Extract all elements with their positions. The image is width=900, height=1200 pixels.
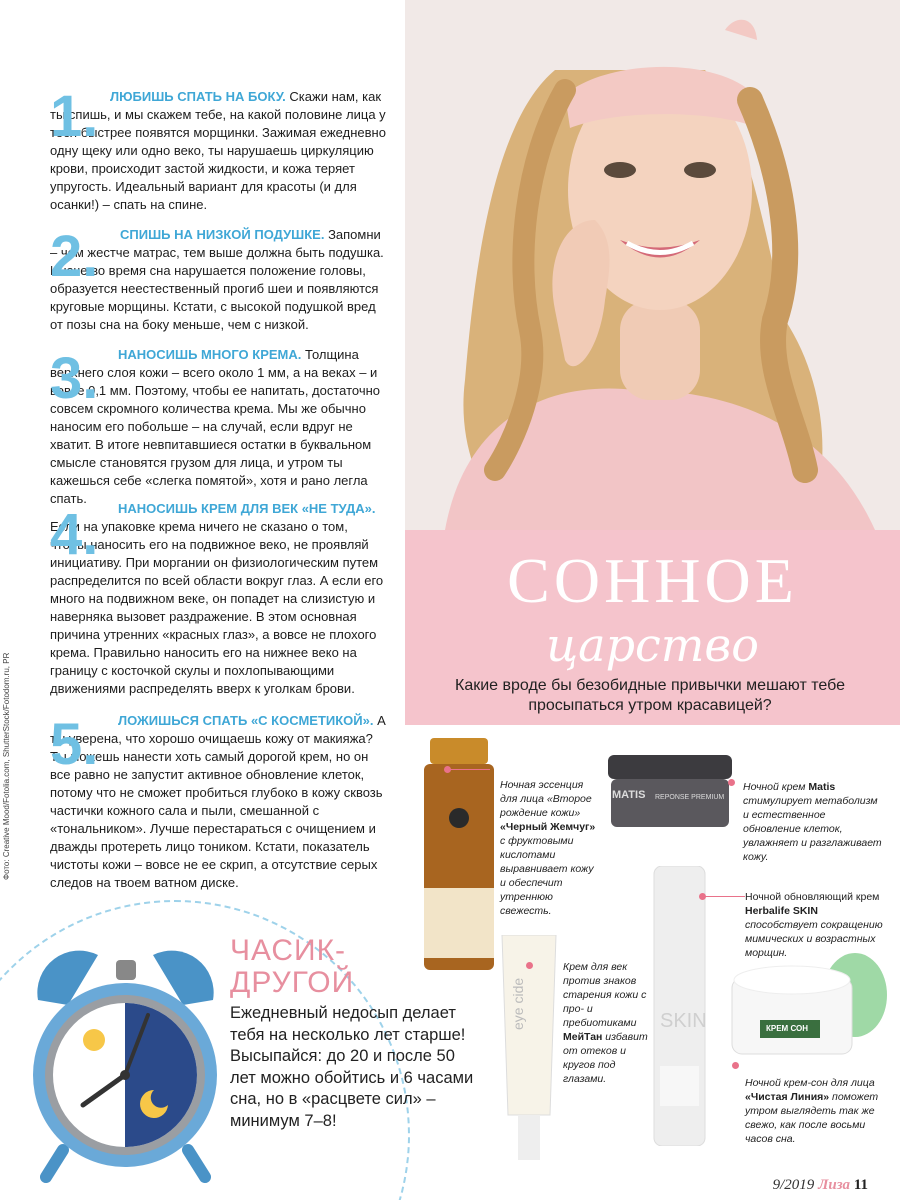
- product-connector-line: [450, 769, 490, 770]
- caption-brand: Herbalife SKIN: [745, 905, 818, 917]
- tip-3: [50, 346, 386, 508]
- product-marker: [732, 1062, 739, 1069]
- tip-number: 4.: [50, 502, 99, 567]
- tip-title: НАНОСИШЬ МНОГО КРЕМА.: [118, 347, 302, 362]
- caption-text: Ночной обновляющий крем: [745, 891, 880, 903]
- eye-cream-caption: [563, 960, 658, 1086]
- chistaya-caption: [745, 1076, 890, 1146]
- tip-2: [50, 226, 386, 334]
- tip-title: ЛЮБИШЬ СПАТЬ НА БОКУ.: [110, 89, 286, 104]
- article-lead: Какие вроде бы безобидные привычки мешают тебе просыпаться утром красавицей?: [455, 677, 845, 714]
- clock-title-line-1: ЧАСИК-: [230, 934, 347, 967]
- tip-4: [50, 500, 386, 698]
- eye-cream-label: eye cide: [510, 977, 526, 1030]
- magazine-brand: Лиза: [818, 1177, 851, 1193]
- caption-brand: МейТан: [563, 1031, 603, 1043]
- tip-text: Толщина верхнего слоя кожи – всего около 1 мм, а на веках – и вовсе 0,1 мм. Поэтому, чтобы ее напитать, достаточно совсем скромного количества крема. Мы же обычно наносим его побольше – на случай, если вдруг не хватит. В итоге невпитавшиеся остатки в буквальном смысле становятся грузом для лица, и утром ты кажешься себе «слегка помятой», хотя и рано легла спать.: [50, 347, 381, 506]
- caption-text: Ночной крем-сон для лица: [745, 1077, 875, 1089]
- tip-text: Если на упаковке крема ничего не сказано о том, чтобы наносить его на подвижное веко, не проявляй инициативу. При моргании он физиологическим путем распределится по всей области вокруг глаз. А если его много на подвижном веке, он попадет на слизистую и наверняка вызовет раздражение. В этом основная причина утренних «красных глаз», а вовсе не плохого крема. Правильно наносить его на нижнее веко на границу с косточкой скулы и похлопывающими движениями распределять вверх к уголкам брови.: [50, 519, 384, 696]
- caption-text: Ночная эссенция для лица «Второе рождение кожи»: [500, 779, 592, 819]
- caption-text: стимулирует метаболизм и естественное обновление клеток, увлажняет и разглаживает кожу.: [743, 795, 882, 863]
- tip-5: [50, 712, 386, 892]
- matis-caption: [743, 780, 883, 864]
- hero-photo: [405, 0, 900, 530]
- caption-brand: «Чистая Линия»: [745, 1091, 830, 1103]
- tip-text: Запомни – чем жестче матрас, тем выше должна быть подушка. Иначе во время сна нарушается положение головы, образуется неестественный прогиб шеи и появляются круговые морщины. Кстати, с высокой подушкой вред от позы сна на боку меньше, чем с низкой.: [50, 227, 384, 332]
- article-subtitle: царство: [546, 618, 759, 672]
- caption-text: способствует сокращению мимических и возрастных морщин.: [745, 919, 883, 959]
- page-footer: [773, 1177, 868, 1194]
- product-marker: [526, 962, 533, 969]
- tip-number: 3.: [50, 346, 99, 411]
- woman-sleep-mask-illustration: [405, 0, 900, 530]
- issue-number: 9/2019: [772, 1177, 815, 1193]
- herbalife-bottle-image: [652, 866, 707, 1146]
- matis-jar-sublabel: REPONSE PREMIUM: [655, 794, 725, 801]
- tip-number: 5.: [50, 712, 99, 777]
- tip-text: А ты уверена, что хорошо очищаешь кожу от макияжа? Ты можешь нанести хоть самый дорогой крем, но он все равно не запустит активное обновление клеток, потому что не сможет пробиться глубоко в кожу сквозь частички кожного сала и пыли, смешанной с «тональником». Лучше перестараться с очищением и дважды протереть лицо тоником. Кстати, показатель чистоты кожи – вовсе не ее скрип, а отсутствие серых следов на твоем ватном диске.: [50, 713, 386, 890]
- chistaya-liniya-jar-image: [730, 950, 892, 1060]
- tip-title: НАНОСИШЬ КРЕМ ДЛЯ ВЕК «НЕ ТУДА».: [118, 501, 376, 516]
- tip-paragraph: [50, 84, 386, 214]
- product-connector-line: [705, 896, 745, 897]
- caption-text: с фруктовыми кислотами выравнивает кожу и обеспечит утреннюю свежесть.: [500, 835, 594, 917]
- page-number: 11: [853, 1177, 868, 1193]
- alarm-clock-icon: [28, 945, 223, 1185]
- tip-1: [50, 84, 386, 214]
- jar-label: КРЕМ СОН: [766, 1024, 809, 1033]
- caption-text: Крем для век против знаков старения кожи с про- и пребиотиками: [563, 961, 647, 1029]
- caption-brand: Matis: [808, 781, 836, 793]
- tip-paragraph: [50, 346, 386, 508]
- tip-title: ЛОЖИШЬСЯ СПАТЬ «С КОСМЕТИКОЙ».: [118, 713, 374, 728]
- essence-caption: [500, 778, 600, 918]
- tip-number: 2.: [50, 224, 99, 289]
- product-marker: [728, 779, 735, 786]
- essence-bottle-image: [420, 738, 498, 970]
- tip-text: Скажи нам, как ты спишь, и мы скажем тебе, на какой половине лица у тебя быстрее появятся морщинки. Зажимая ежедневно одну щеку или одно веко, ты нарушаешь циркуляцию крови, происходит застой жидкости, и кожа теряет упругость. Идеальный вариант для красоты (и для осанки!) – спать на спине.: [50, 89, 386, 212]
- herbalife-bottle-label: SKIN: [660, 1010, 707, 1032]
- tip-title: СПИШЬ НА НИЗКОЙ ПОДУШКЕ.: [120, 227, 325, 242]
- tip-paragraph: [50, 712, 386, 892]
- tip-paragraph: [50, 226, 386, 334]
- caption-text: избавит от отеков и кругов под глазами.: [563, 1031, 648, 1085]
- tip-paragraph: [50, 500, 386, 698]
- tip-number: 1.: [50, 84, 99, 149]
- caption-text: поможет утром выглядеть так же свежо, как после восьми часов сна.: [745, 1091, 879, 1145]
- caption-brand: «Черный Жемчуг»: [500, 821, 596, 833]
- clock-title: [230, 935, 354, 999]
- clock-title-line-2: ДРУГОЙ: [230, 966, 355, 999]
- photo-credit: Фото: Creative Mood/Fotolia.com, ShutterStock/Fotodom.ru, PR: [2, 652, 11, 880]
- clock-text: Ежедневный недосып делает тебя на несколько лет старше! Высыпайся: до 20 и после 50 лет можно обойтись и 6 часами сна, но в «расцвете сил» – минимум 7–8!: [230, 1004, 474, 1130]
- matis-jar-label: MATIS: [612, 789, 646, 801]
- article-title: СОННОЕ: [507, 545, 798, 616]
- caption-text: Ночной крем: [743, 781, 809, 793]
